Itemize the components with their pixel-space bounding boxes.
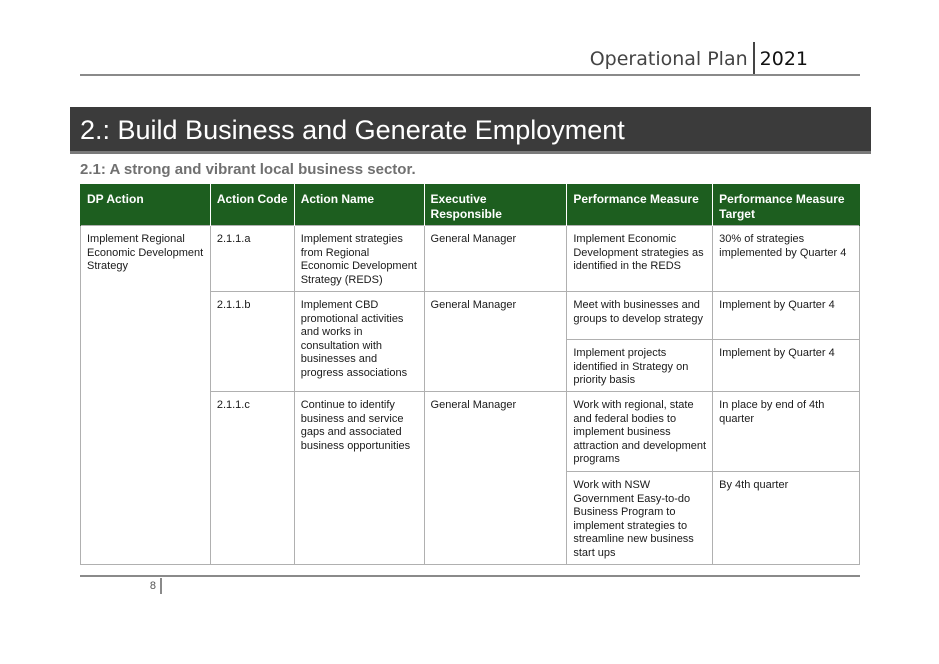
footer-rule <box>80 575 860 577</box>
action-code-cell: 2.1.1.c <box>210 392 294 565</box>
table-header-row <box>81 185 860 226</box>
header-title: Operational Plan <box>589 48 748 70</box>
column-header-target: Performance Measure Target <box>713 185 860 226</box>
target-cell: In place by end of 4th quarter <box>713 392 860 472</box>
action-name-cell: Implement strategies from Regional Economic Development Strategy (REDS) <box>294 226 424 292</box>
measure-cell: Implement projects identified in Strategy on priority basis <box>567 340 713 392</box>
document-header <box>590 42 808 76</box>
measure-cell: Work with regional, state and federal bodies to implement business attraction and development programs <box>567 392 713 472</box>
executive-cell: General Manager <box>424 292 567 392</box>
header-year: 2021 <box>759 48 808 70</box>
operational-plan-table <box>80 184 860 565</box>
table-row <box>81 226 860 292</box>
target-cell: Implement by Quarter 4 <box>713 292 860 340</box>
footer-separator <box>160 578 162 594</box>
section-banner: 2.: Build Business and Generate Employment <box>70 107 871 154</box>
executive-cell: General Manager <box>424 226 567 292</box>
measure-cell: Implement Economic Development strategies as identified in the REDS <box>567 226 713 292</box>
section-subheading: 2.1: A strong and vibrant local business sector. <box>80 161 416 178</box>
header-rule <box>80 74 860 76</box>
column-header-measure: Performance Measure <box>567 185 713 226</box>
dp-action-cell: Implement Regional Economic Development Strategy <box>81 226 211 565</box>
column-header-dp-action: DP Action <box>81 185 211 226</box>
action-name-cell: Implement CBD promotional activities and works in consultation with businesses and progress associations <box>294 292 424 392</box>
page-number: 8 <box>149 580 156 592</box>
target-cell: 30% of strategies implemented by Quarter 4 <box>713 226 860 292</box>
column-header-action-code: Action Code <box>210 185 294 226</box>
action-name-cell: Continue to identify business and service gaps and associated business opportunities <box>294 392 424 565</box>
target-cell: Implement by Quarter 4 <box>713 340 860 392</box>
measure-cell: Meet with businesses and groups to develop strategy <box>567 292 713 340</box>
action-code-cell: 2.1.1.b <box>210 292 294 392</box>
column-header-action-name: Action Name <box>294 185 424 226</box>
target-cell: By 4th quarter <box>713 472 860 565</box>
column-header-executive: Executive Responsible <box>424 185 567 226</box>
action-code-cell: 2.1.1.a <box>210 226 294 292</box>
measure-cell: Work with NSW Government Easy-to-do Business Program to implement strategies to streamline new business start ups <box>567 472 713 565</box>
executive-cell: General Manager <box>424 392 567 565</box>
